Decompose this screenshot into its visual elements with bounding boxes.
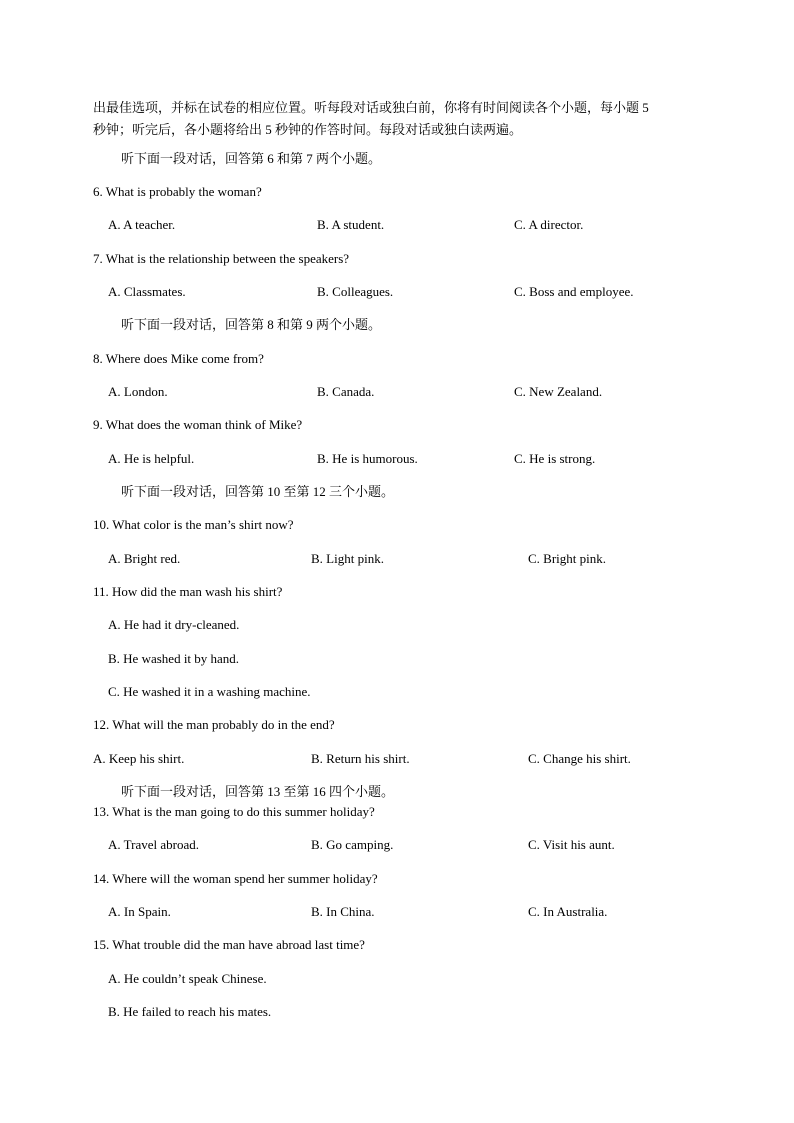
question-13: 13. What is the man going to do this summer holiday? [93,804,375,819]
section-instruction: 听下面一段对话，回答第 8 和第 9 两个小题。 [121,317,382,332]
q7-option-a[interactable]: A. Classmates. [108,284,186,299]
section-instruction: 听下面一段对话，回答第 10 至第 12 三个小题。 [121,484,395,499]
q10-option-b[interactable]: B. Light pink. [311,551,384,566]
q10-option-a[interactable]: A. Bright red. [108,551,181,566]
q11-option-a[interactable]: A. He had it dry-cleaned. [108,617,240,632]
question-9: 9. What does the woman think of Mike? [93,417,303,432]
question-10: 10. What color is the man’s shirt now? [93,517,294,532]
q9-option-b[interactable]: B. He is humorous. [317,451,418,466]
q6-option-c[interactable]: C. A director. [514,217,584,232]
question-15: 15. What trouble did the man have abroad last time? [93,937,365,952]
q13-option-c[interactable]: C. Visit his aunt. [528,837,615,852]
q13-option-b[interactable]: B. Go camping. [311,837,394,852]
q8-option-b[interactable]: B. Canada. [317,384,375,399]
instructions [93,97,705,141]
q9-option-a[interactable]: A. He is helpful. [108,451,195,466]
question-11: 11. How did the man wash his shirt? [93,584,283,599]
q15-option-a[interactable]: A. He couldn’t speak Chinese. [108,971,267,986]
q13-option-a[interactable]: A. Travel abroad. [108,837,199,852]
question-12: 12. What will the man probably do in the end? [93,717,335,732]
instructions-line-1: 出最佳选项，并标在试卷的相应位置。听每段对话或独白前，你将有时间阅读各个小题，每小题 5 [93,100,649,115]
q6-option-b[interactable]: B. A student. [317,217,385,232]
q8-option-a[interactable]: A. London. [108,384,168,399]
q14-option-a[interactable]: A. In Spain. [108,904,171,919]
instructions-line-2: 秒钟；听完后，各小题将给出 5 秒钟的作答时间。每段对话或独白读两遍。 [93,122,523,137]
q7-option-c[interactable]: C. Boss and employee. [514,284,634,299]
question-6: 6. What is probably the woman? [93,184,262,199]
q10-option-c[interactable]: C. Bright pink. [528,551,607,566]
section-instruction: 听下面一段对话，回答第 13 至第 16 四个小题。 [121,784,395,799]
question-14: 14. Where will the woman spend her summer holiday? [93,871,378,886]
q14-option-c[interactable]: C. In Australia. [528,904,608,919]
section-instruction: 听下面一段对话，回答第 6 和第 7 两个小题。 [121,151,382,166]
q7-option-b[interactable]: B. Colleagues. [317,284,394,299]
question-7: 7. What is the relationship between the speakers? [93,251,350,266]
q14-option-b[interactable]: B. In China. [311,904,375,919]
q15-option-b[interactable]: B. He failed to reach his mates. [108,1004,272,1019]
question-8: 8. Where does Mike come from? [93,351,264,366]
q12-option-c[interactable]: C. Change his shirt. [528,751,631,766]
q9-option-c[interactable]: C. He is strong. [514,451,596,466]
q11-option-c[interactable]: C. He washed it in a washing machine. [108,684,311,699]
q11-option-b[interactable]: B. He washed it by hand. [108,651,240,666]
q12-option-a[interactable]: A. Keep his shirt. [93,751,185,766]
q6-option-a[interactable]: A. A teacher. [108,217,176,232]
q8-option-c[interactable]: C. New Zealand. [514,384,603,399]
q12-option-b[interactable]: B. Return his shirt. [311,751,410,766]
